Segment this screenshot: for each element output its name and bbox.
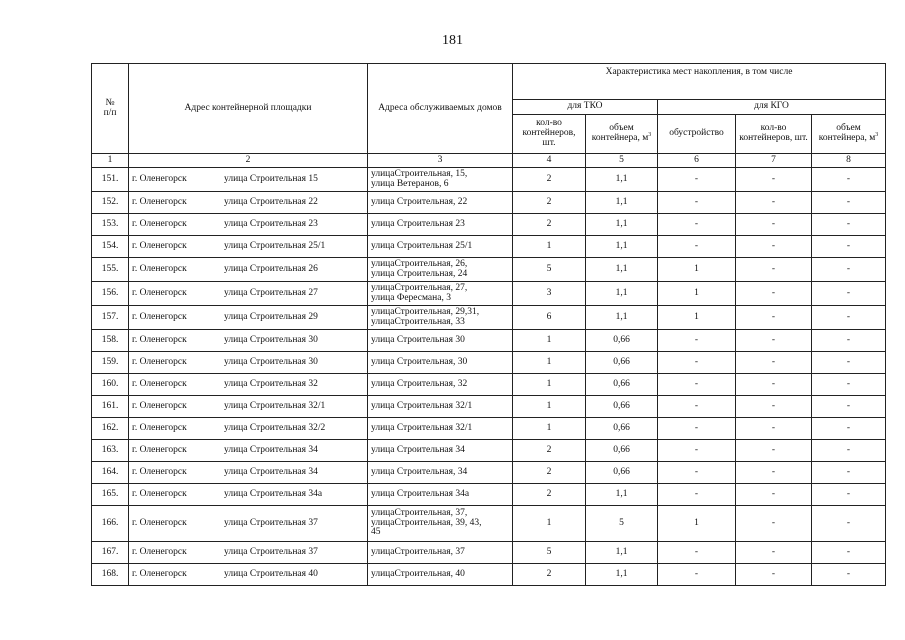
tko-volume: 0,66 [586, 418, 658, 440]
row-number: 151. [92, 168, 129, 192]
table-row [92, 282, 886, 306]
kgo-count: - [736, 282, 812, 306]
column-number: 3 [368, 154, 513, 168]
table-row [92, 506, 886, 542]
tko-volume: 1,1 [586, 168, 658, 192]
kgo-volume: - [812, 396, 886, 418]
served-houses: улица Строительная 30 [368, 330, 513, 352]
column-numbers-row [92, 154, 886, 168]
site-city: г. Оленегорск [132, 218, 187, 229]
tko-volume: 0,66 [586, 440, 658, 462]
kgo-volume: - [812, 506, 886, 542]
site-city: г. Оленегорск [132, 378, 187, 389]
header-tko-volume: объем контейнера, $м^3$ [586, 115, 658, 154]
kgo-facility: - [658, 168, 736, 192]
tko-count: 1 [513, 418, 586, 440]
kgo-facility: - [658, 440, 736, 462]
kgo-volume: - [812, 236, 886, 258]
row-number: 167. [92, 542, 129, 564]
site-street: улица Строительная 29 [224, 311, 318, 322]
header-kgo: для КГО [658, 100, 886, 115]
kgo-count: - [736, 462, 812, 484]
site-street: улица Строительная 30 [224, 334, 318, 345]
site-street: улица Строительная 34а [224, 488, 323, 499]
tko-count: 2 [513, 440, 586, 462]
table-row [92, 440, 886, 462]
column-number: 1 [92, 154, 129, 168]
tko-count: 1 [513, 374, 586, 396]
kgo-volume: - [812, 542, 886, 564]
site-address [129, 192, 368, 214]
site-address [129, 440, 368, 462]
header-kgo-volume: объем контейнера, $м^3$ [812, 115, 886, 154]
served-houses: улицаСтроительная, 15, улица Ветеранов, 6 [368, 168, 513, 192]
kgo-facility: - [658, 374, 736, 396]
page-number: 181 [442, 33, 463, 48]
kgo-facility: - [658, 192, 736, 214]
site-address [129, 506, 368, 542]
kgo-count: - [736, 214, 812, 236]
kgo-volume: - [812, 330, 886, 352]
kgo-facility: - [658, 396, 736, 418]
kgo-facility: - [658, 418, 736, 440]
kgo-facility: 1 [658, 258, 736, 282]
kgo-facility: - [658, 352, 736, 374]
kgo-facility: 1 [658, 506, 736, 542]
row-number: 156. [92, 282, 129, 306]
table-row [92, 192, 886, 214]
site-address [129, 396, 368, 418]
served-houses: улицаСтроительная, 27, улица Фересмана, 3 [368, 282, 513, 306]
site-city: г. Оленегорск [132, 444, 187, 455]
tko-count: 2 [513, 214, 586, 236]
table-row [92, 542, 886, 564]
tko-count: 2 [513, 168, 586, 192]
site-city: г. Оленегорск [132, 356, 187, 367]
header-kgo-count: кол-во контейнеров, шт. [736, 115, 812, 154]
kgo-volume: - [812, 352, 886, 374]
row-number: 166. [92, 506, 129, 542]
site-city: г. Оленегорск [132, 517, 187, 528]
row-number: 161. [92, 396, 129, 418]
kgo-volume: - [812, 564, 886, 586]
tko-count: 1 [513, 396, 586, 418]
served-houses: улицаСтроительная, 26, улица Строительная, 24 [368, 258, 513, 282]
row-number: 157. [92, 306, 129, 330]
column-number: 7 [736, 154, 812, 168]
site-street: улица Строительная 22 [224, 196, 318, 207]
site-street: улица Строительная 30 [224, 356, 318, 367]
row-number: 158. [92, 330, 129, 352]
site-street: улица Строительная 37 [224, 517, 318, 528]
site-city: г. Оленегорск [132, 311, 187, 322]
site-street: улица Строительная 23 [224, 218, 318, 229]
site-city: г. Оленегорск [132, 287, 187, 298]
kgo-count: - [736, 192, 812, 214]
kgo-count: - [736, 484, 812, 506]
tko-count: 2 [513, 564, 586, 586]
table-body [92, 168, 886, 586]
row-number: 165. [92, 484, 129, 506]
kgo-facility: - [658, 484, 736, 506]
tko-count: 2 [513, 462, 586, 484]
kgo-volume: - [812, 462, 886, 484]
site-street: улица Строительная 34 [224, 466, 318, 477]
table-row [92, 306, 886, 330]
kgo-count: - [736, 564, 812, 586]
kgo-volume: - [812, 374, 886, 396]
tko-count: 1 [513, 352, 586, 374]
table-row [92, 258, 886, 282]
column-number: 8 [812, 154, 886, 168]
table-row [92, 396, 886, 418]
tko-volume: 0,66 [586, 462, 658, 484]
site-address [129, 306, 368, 330]
row-number: 163. [92, 440, 129, 462]
site-street: улица Строительная 32/1 [224, 400, 326, 411]
site-address [129, 168, 368, 192]
kgo-volume: - [812, 418, 886, 440]
site-address [129, 542, 368, 564]
tko-volume: 1,1 [586, 258, 658, 282]
tko-count: 1 [513, 330, 586, 352]
tko-volume: 0,66 [586, 330, 658, 352]
table-row [92, 484, 886, 506]
row-number: 164. [92, 462, 129, 484]
site-street: улица Строительная 40 [224, 568, 318, 579]
tko-count: 5 [513, 542, 586, 564]
table-row [92, 352, 886, 374]
served-houses: улицаСтроительная, 40 [368, 564, 513, 586]
kgo-count: - [736, 168, 812, 192]
site-city: г. Оленегорск [132, 196, 187, 207]
site-street: улица Строительная 32/2 [224, 422, 326, 433]
served-houses: улица Строительная, 30 [368, 352, 513, 374]
tko-volume: 1,1 [586, 236, 658, 258]
column-number: 5 [586, 154, 658, 168]
site-street: улица Строительная 32 [224, 378, 318, 389]
kgo-count: - [736, 236, 812, 258]
kgo-volume: - [812, 168, 886, 192]
kgo-volume: - [812, 214, 886, 236]
header-kgo-facility: обустройство [658, 115, 736, 154]
site-address [129, 462, 368, 484]
kgo-facility: 1 [658, 282, 736, 306]
tko-volume: 5 [586, 506, 658, 542]
site-city: г. Оленегорск [132, 488, 187, 499]
column-number: 2 [129, 154, 368, 168]
kgo-volume: - [812, 192, 886, 214]
site-address [129, 374, 368, 396]
served-houses: улица Строительная 25/1 [368, 236, 513, 258]
kgo-volume: - [812, 440, 886, 462]
kgo-volume: - [812, 484, 886, 506]
served-houses: улица Строительная 32/1 [368, 396, 513, 418]
site-city: г. Оленегорск [132, 400, 187, 411]
kgo-facility: - [658, 462, 736, 484]
site-city: г. Оленегорск [132, 263, 187, 274]
tko-count: 1 [513, 236, 586, 258]
tko-volume: 0,66 [586, 352, 658, 374]
table-row [92, 168, 886, 192]
table-row [92, 330, 886, 352]
container-sites-table [91, 63, 886, 586]
site-street: улица Строительная 34 [224, 444, 318, 455]
kgo-count: - [736, 352, 812, 374]
site-city: г. Оленегорск [132, 240, 187, 251]
table-row [92, 462, 886, 484]
tko-volume: 1,1 [586, 214, 658, 236]
site-city: г. Оленегорск [132, 546, 187, 557]
kgo-count: - [736, 374, 812, 396]
table-row [92, 564, 886, 586]
kgo-facility: - [658, 236, 736, 258]
tko-volume: 0,66 [586, 374, 658, 396]
row-number: 152. [92, 192, 129, 214]
served-houses: улица Строительная, 22 [368, 192, 513, 214]
kgo-facility: - [658, 564, 736, 586]
kgo-count: - [736, 440, 812, 462]
kgo-count: - [736, 258, 812, 282]
column-number: 4 [513, 154, 586, 168]
site-street: улица Строительная 37 [224, 546, 318, 557]
kgo-volume: - [812, 282, 886, 306]
kgo-facility: 1 [658, 306, 736, 330]
tko-volume: 1,1 [586, 542, 658, 564]
kgo-count: - [736, 418, 812, 440]
row-number: 153. [92, 214, 129, 236]
kgo-facility: - [658, 542, 736, 564]
table-row [92, 374, 886, 396]
tko-volume: 1,1 [586, 306, 658, 330]
header-served-houses: Адреса обслуживаемых домов [368, 64, 513, 154]
row-number: 168. [92, 564, 129, 586]
tko-volume: 1,1 [586, 282, 658, 306]
site-address [129, 484, 368, 506]
site-street: улица Строительная 15 [224, 173, 318, 184]
kgo-count: - [736, 542, 812, 564]
kgo-count: - [736, 330, 812, 352]
kgo-facility: - [658, 330, 736, 352]
site-address [129, 214, 368, 236]
tko-volume: 1,1 [586, 564, 658, 586]
tko-count: 2 [513, 484, 586, 506]
kgo-count: - [736, 306, 812, 330]
site-address [129, 352, 368, 374]
kgo-volume: - [812, 306, 886, 330]
served-houses: улица Строительная, 34 [368, 462, 513, 484]
table-row [92, 214, 886, 236]
served-houses: улица Строительная 23 [368, 214, 513, 236]
site-address [129, 330, 368, 352]
served-houses: улицаСтроительная, 37 [368, 542, 513, 564]
header-tko: для ТКО [513, 100, 658, 115]
site-street: улица Строительная 27 [224, 287, 318, 298]
row-number: 159. [92, 352, 129, 374]
site-city: г. Оленегорск [132, 173, 187, 184]
header-characteristics: Характеристика мест накопления, в том числе [513, 64, 886, 100]
table-header [92, 64, 886, 168]
tko-count: 2 [513, 192, 586, 214]
row-number: 155. [92, 258, 129, 282]
site-street: улица Строительная 26 [224, 263, 318, 274]
site-street: улица Строительная 25/1 [224, 240, 326, 251]
tko-count: 5 [513, 258, 586, 282]
served-houses: улица Строительная 32/1 [368, 418, 513, 440]
header-tko-count: кол-во контейнеров, шт. [513, 115, 586, 154]
header-site-address: Адрес контейнерной площадки [129, 64, 368, 154]
site-city: г. Оленегорск [132, 334, 187, 345]
table-row [92, 236, 886, 258]
row-number: 154. [92, 236, 129, 258]
kgo-count: - [736, 506, 812, 542]
site-address [129, 236, 368, 258]
site-city: г. Оленегорск [132, 568, 187, 579]
served-houses: улица Строительная 34а [368, 484, 513, 506]
tko-count: 6 [513, 306, 586, 330]
header-row-number: № п/п [92, 64, 129, 154]
site-city: г. Оленегорск [132, 422, 187, 433]
table-row [92, 418, 886, 440]
served-houses: улица Строительная, 32 [368, 374, 513, 396]
site-address [129, 282, 368, 306]
tko-count: 3 [513, 282, 586, 306]
site-address [129, 564, 368, 586]
row-number: 162. [92, 418, 129, 440]
tko-volume: 0,66 [586, 396, 658, 418]
site-address [129, 258, 368, 282]
column-number: 6 [658, 154, 736, 168]
site-city: г. Оленегорск [132, 466, 187, 477]
kgo-facility: - [658, 214, 736, 236]
tko-volume: 1,1 [586, 192, 658, 214]
served-houses: улица Строительная 34 [368, 440, 513, 462]
site-address [129, 418, 368, 440]
tko-volume: 1,1 [586, 484, 658, 506]
kgo-count: - [736, 396, 812, 418]
served-houses: улицаСтроительная, 29,31, улицаСтроительная, 33 [368, 306, 513, 330]
tko-count: 1 [513, 506, 586, 542]
kgo-volume: - [812, 258, 886, 282]
row-number: 160. [92, 374, 129, 396]
served-houses: улицаСтроительная, 37, улицаСтроительная, 39, 43, 45 [368, 506, 513, 542]
